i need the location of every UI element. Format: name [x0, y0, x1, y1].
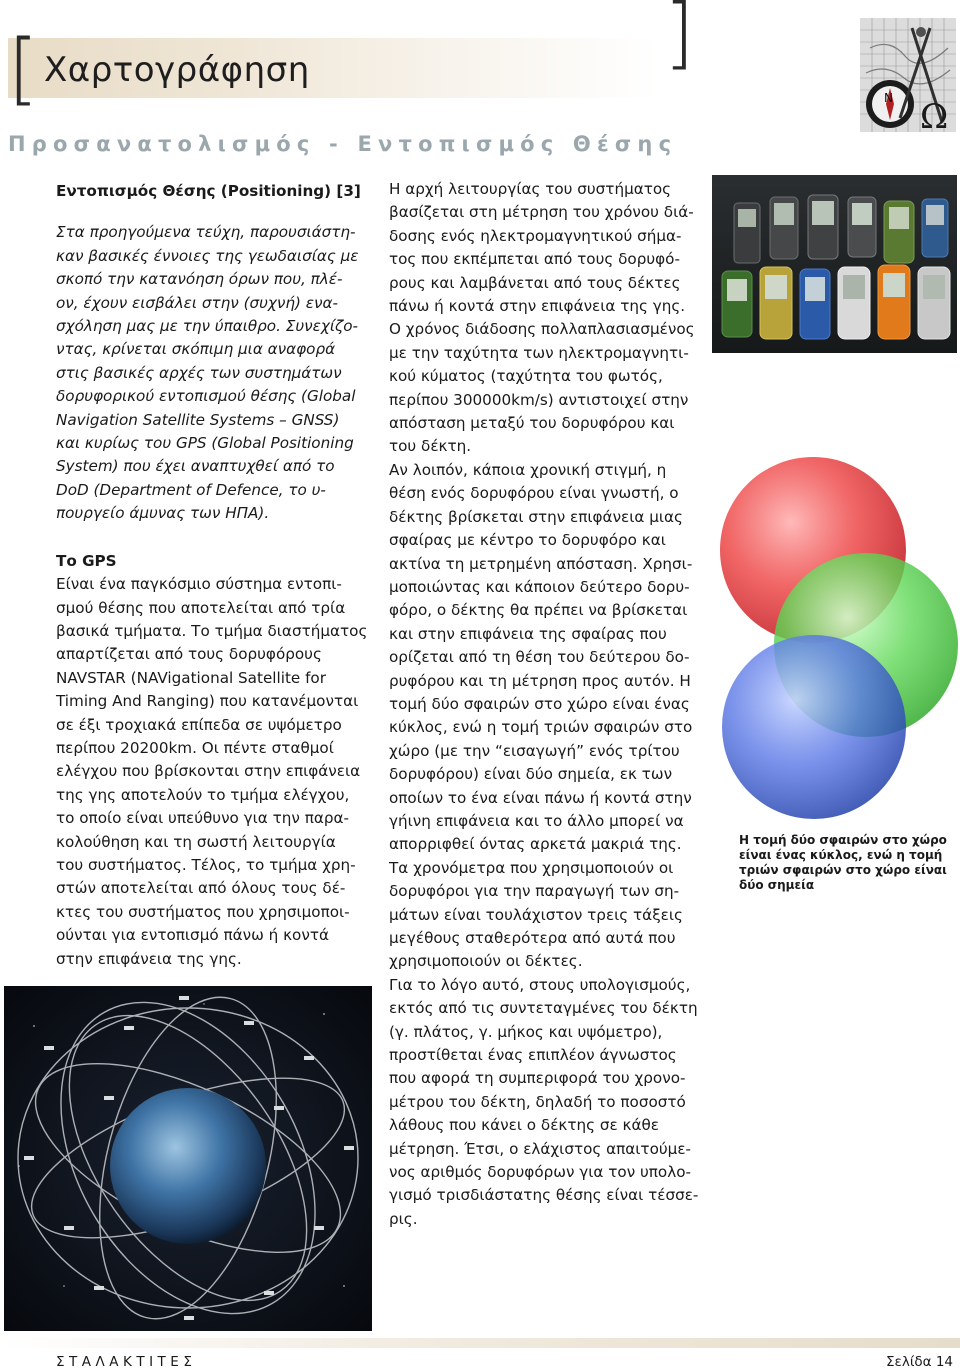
text-line: με την ταχύτητα των ηλεκτρομαγνητι- — [389, 343, 689, 362]
text-line: κού κύματος (ταχύτητα του φωτός, — [389, 367, 663, 386]
satellite-constellation-illustration — [4, 986, 372, 1331]
text-line: γήινη επιφάνεια και το άλλο μπορεί να — [389, 811, 684, 830]
text-line: πάνω ή κοντά στην επιφάνεια της γης. — [389, 297, 686, 316]
text-line: βασίζεται στη μέτρηση του χρόνου διά- — [389, 203, 694, 222]
text-line: λάθους που κάνει ο δέκτης σε κάθε — [389, 1116, 659, 1135]
text-line: στις βασικές αρχές των συστημάτων — [56, 363, 342, 382]
publication-name: ΣΤΑΛΑΚΤΙΤΕΣ — [56, 1354, 197, 1370]
intro-paragraph — [56, 221, 376, 525]
text-line: ρυφόρου και τη μέτρηση προς αυτόν. Η — [389, 671, 691, 690]
gps-receivers-photo — [712, 175, 957, 353]
text-line: περίπου 20200km. Οι πέντε σταθμοί — [56, 738, 334, 757]
text-line: βασικά τμήματα. Το τμήμα διαστήματος — [56, 621, 368, 640]
text-line: του συστήματος. Τέλος, το τμήμα χρη- — [56, 855, 356, 874]
text-line: πουργείο άμυνας των ΗΠΑ). — [56, 504, 270, 523]
text-line: στην επιφάνεια της γης. — [56, 949, 242, 968]
text-line: νος αριθμός δορυφόρων για τον υπολο- — [389, 1163, 691, 1182]
text-line: σμού θέσης που αποτελείται από τρία — [56, 598, 346, 617]
footer-rule — [0, 1338, 960, 1348]
text-line: δέκτης βρίσκεται στην επιφάνεια μιας — [389, 507, 683, 526]
text-line: απορριφθεί όντας αρκετά μακριά της. — [389, 835, 682, 854]
three-spheres-diagram — [718, 455, 958, 820]
text-line: Αν λοιπόν, κάποια χρονική στιγμή, η — [389, 460, 667, 479]
text-line: χρησιμοποιούν οι δέκτες. — [389, 952, 583, 971]
text-line: απαρτίζεται από τους δορυφόρους — [56, 645, 322, 664]
text-line: ορίζεται από τη θέση του δεύτερου δο- — [389, 648, 690, 667]
text-line: Ο χρόνος διάδοσης πολλαπλασιασμένος — [389, 320, 695, 339]
text-line: ρις. — [389, 1209, 418, 1228]
text-line: τος που εκπέμπεται από τους δορυφό- — [389, 250, 680, 269]
text-line: μεγέθους σταθερότερα από αυτά που — [389, 929, 676, 947]
text-line: δορυφορικού εντοπισμού θέσης (Global — [56, 387, 356, 406]
text-line: χώρο (με την “εισαγωγή” ενός τρίτου — [389, 741, 680, 760]
left-column — [56, 180, 376, 971]
text-line: μάτων είναι τουλάχιστον τρεις τάξεις — [389, 905, 683, 924]
gps-heading: Το GPS — [56, 551, 117, 570]
text-line: τομή δύο σφαιρών στο χώρο είναι ένας — [389, 694, 690, 713]
text-line: μοποιώντας και κάποιον δεύτερο δορυ- — [389, 577, 690, 596]
svg-text:Ω: Ω — [920, 97, 949, 132]
text-line: ακτίνα τη μετρημένη απόσταση. Χρησι- — [389, 554, 693, 573]
text-line: σκοπό την κατανόηση όρων που, πλέ- — [56, 270, 343, 289]
text-line: ούνται για εντοπισμό πάνω ή κοντά — [56, 926, 329, 945]
text-line: κολούθηση και τη σωστή λειτουργία — [56, 832, 336, 851]
left-bracket: [ — [8, 24, 39, 114]
text-line: οποίων το ένα είναι πάνω ή κοντά στην — [389, 788, 692, 807]
page-number: Σελίδα 14 — [886, 1354, 954, 1370]
text-line: μέτρου του δέκτη, δηλαδή το ποσοστό — [389, 1092, 686, 1111]
text-line: DoD (Department of Defence, το υ- — [56, 480, 326, 499]
text-line: ον, έχουν εισβάλει στην (συχνή) ενα- — [56, 293, 338, 312]
text-line: του δέκτη. — [389, 437, 472, 456]
text-line: προστίθεται ένας επιπλέον άγνωστος — [389, 1046, 677, 1065]
text-line: μέτρηση. Έτσι, ο ελάχιστος απαιτούμε- — [389, 1139, 692, 1158]
text-line: Navigation Satellite Systems – GNSS) — [56, 410, 340, 429]
text-line: κύκλος, ενώ η τομή τριών σφαιρών στο — [389, 718, 693, 737]
section-subtitle: Προσανατολισμός - Εντοπισμός Θέσης — [8, 132, 678, 156]
gps-paragraph — [56, 573, 376, 971]
text-line: της γης αποτελούν το τμήμα ελέγχου, — [56, 785, 350, 804]
text-line: ρους και λαμβάνεται από τους δέκτες — [389, 273, 681, 292]
text-line: το οποίο είναι υπεύθυνο για την παρα- — [56, 809, 350, 828]
text-line: NAVSTAR (NAVigational Satellite for — [56, 668, 326, 687]
spheres-caption: Η τομή δύο σφαιρών στο χώρο είναι ένας κύκλος, ενώ η τομή τριών σφαιρών στο χώρο είναι δύο σημεία — [739, 833, 947, 892]
text-line: περίπου 300000km/s) αντιστοιχεί στην — [389, 390, 689, 409]
text-line: ελέγχου που βρίσκονται στην επιφάνεια — [56, 762, 361, 781]
text-line: Στα προηγούμενα τεύχη, παρουσιάστη- — [56, 223, 356, 242]
text-line: δορυφόρου) είναι δύο σημεία, εκ των — [389, 765, 673, 784]
page-title: Χαρτογράφηση — [44, 50, 310, 90]
text-line: εκτός από τις συντεταγμένες του δέκτη — [389, 999, 698, 1018]
text-line: σφαίρας με κέντρο το δορυφόρο και — [389, 531, 666, 550]
text-line: θέση ενός δορυφόρου είναι γνωστή, ο — [389, 484, 679, 503]
text-line: Timing And Ranging) που κατανέμονται — [56, 692, 359, 711]
text-line: απόσταση μεταξύ του δορυφόρου και — [389, 414, 675, 433]
text-line: σε έξι τροχιακά επίπεδα σε υψόμετρο — [56, 715, 342, 734]
right-column — [389, 178, 711, 1231]
text-line: και κυρίως του GPS (Global Positioning — [56, 434, 354, 453]
text-line: Τα χρονόμετρα που χρησιμοποιούν οι — [389, 858, 674, 877]
text-line: Είναι ένα παγκόσμιο σύστημα εντοπι- — [56, 575, 342, 594]
text-line: και στην επιφάνεια της σφαίρας που — [389, 624, 667, 643]
text-line: γισμό τρισδιάστατης θέσης είναι τέσσε- — [389, 1186, 699, 1205]
text-line: φόρο, ο δέκτης θα πρέπει να βρίσκεται — [389, 601, 688, 620]
right-bracket: ] — [664, 0, 695, 78]
text-line: καν βασικές έννοιες της γεωδαισίας με — [56, 246, 359, 265]
svg-text:N: N — [884, 91, 893, 105]
section-heading: Εντοπισμός Θέσης (Positioning) [3] — [56, 182, 361, 200]
text-line: κτες του συστήματος που χρησιμοποι- — [56, 902, 350, 921]
text-line: δοσης ενός ηλεκτρομαγνητικού σήμα- — [389, 226, 682, 245]
text-line: ντας, κρίνεται σκόπιμη μια αναφορά — [56, 340, 336, 359]
text-line: Η αρχή λειτουργίας του συστήματος — [389, 180, 672, 198]
text-line: δορυφόροι για την παραγωγή των ση- — [389, 882, 680, 901]
compass-map-logo-icon — [860, 18, 956, 132]
text-line: (γ. πλάτος, γ. μήκος και υψόμετρο), — [389, 1022, 663, 1041]
text-line: σχόληση μας με την ύπαιθρο. Συνεχίζο- — [56, 317, 358, 336]
text-line: στών αποτελείται από όλους τους δέ- — [56, 879, 346, 898]
text-line: Για το λόγο αυτό, στους υπολογισμούς, — [389, 975, 691, 994]
text-line: που αφορά τη συμπεριφορά του χρονο- — [389, 1069, 686, 1088]
text-line: System) που έχει αναπτυχθεί από το — [56, 457, 335, 476]
